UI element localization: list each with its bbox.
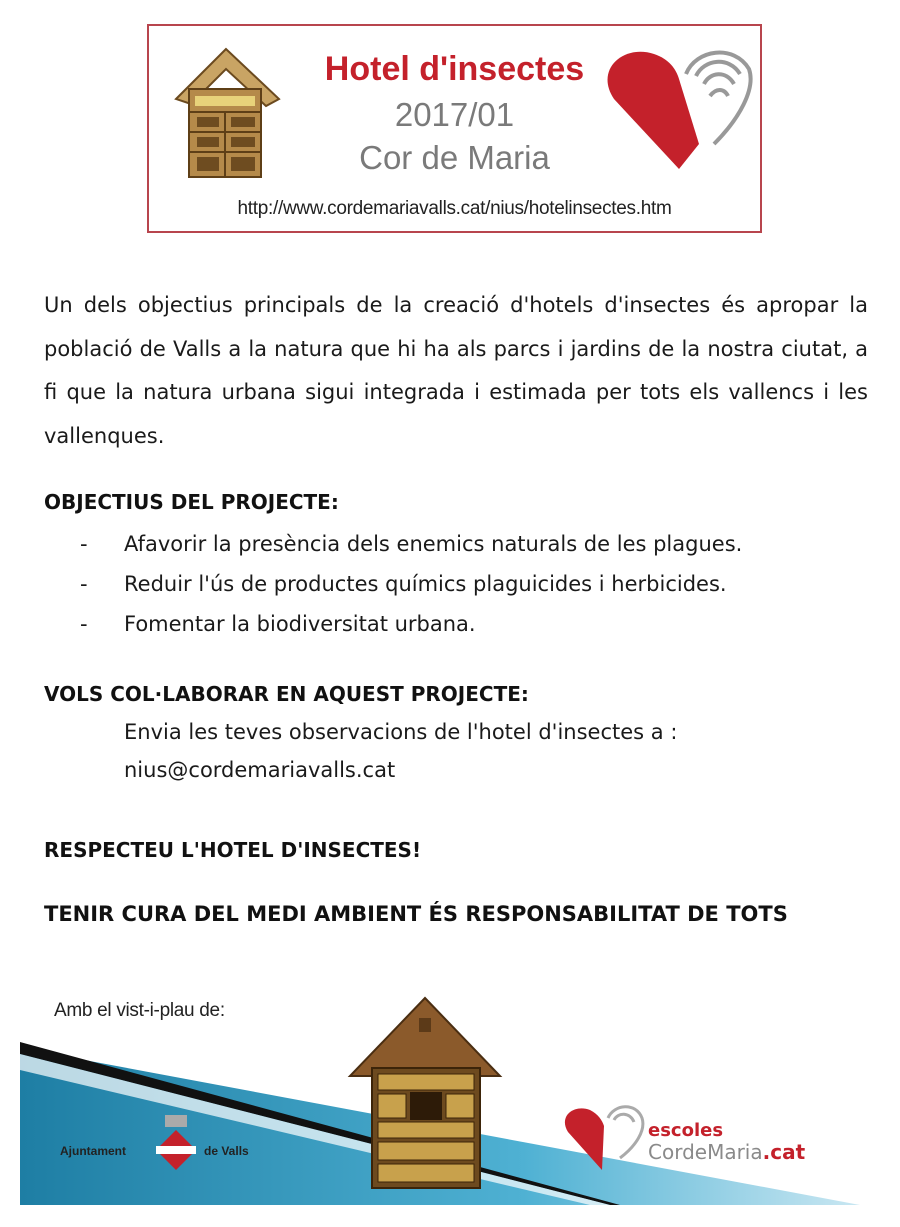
poster-year: 2017/01 <box>394 96 515 133</box>
list-item: - Reduir l'ús de productes químics plaguicides i herbicides. <box>80 572 727 596</box>
collaborate-heading: VOLS COL·LABORAR EN AQUEST PROJECTE: <box>44 682 529 706</box>
objectives-list <box>80 524 880 644</box>
objectives-heading: OBJECTIUS DEL PROJECTE: <box>44 490 339 514</box>
list-item: - Afavorir la presència dels enemics naturals de les plagues. <box>80 532 743 556</box>
list-item: - Fomentar la biodiversitat urbana. <box>80 612 476 636</box>
escoles-label: escoles <box>648 1120 724 1141</box>
footer-banner <box>0 990 900 1227</box>
project-url-link[interactable]: http://www.cordemariavalls.cat/nius/hotelinsectes.htm <box>237 198 672 219</box>
poster-title: Hotel d'insectes <box>324 50 585 88</box>
respect-heading: RESPECTEU L'HOTEL D'INSECTES! <box>44 838 422 862</box>
contact-email-link[interactable]: nius@cordemariavalls.cat <box>124 758 396 782</box>
collaborate-text: Envia les teves observacions de l'hotel d'insectes a : <box>124 720 678 744</box>
poster-place: Cor de Maria <box>359 139 550 176</box>
valls-label: de Valls <box>204 1144 249 1158</box>
heart-logo-icon <box>604 44 754 174</box>
approval-label: Amb el vist-i-plau de: <box>54 1000 225 1021</box>
escoles-brand: CordeMaria.cat <box>648 1140 806 1164</box>
intro-paragraph: Un dels objectius principals de la creació d'hotels d'insectes és apropar la població de Valls a la natura que hi ha als parcs i jardins de la nostra ciutat, a fi que la natura urbana sigui integrada i estimada per tots els vallencs i les vallenques. <box>44 293 868 448</box>
responsibility-heading: TENIR CURA DEL MEDI AMBIENT ÉS RESPONSABILITAT DE TOTS <box>44 902 788 926</box>
ajuntament-label: Ajuntament <box>60 1144 126 1158</box>
header-box <box>147 24 762 233</box>
insect-hotel-icon <box>350 998 500 1188</box>
